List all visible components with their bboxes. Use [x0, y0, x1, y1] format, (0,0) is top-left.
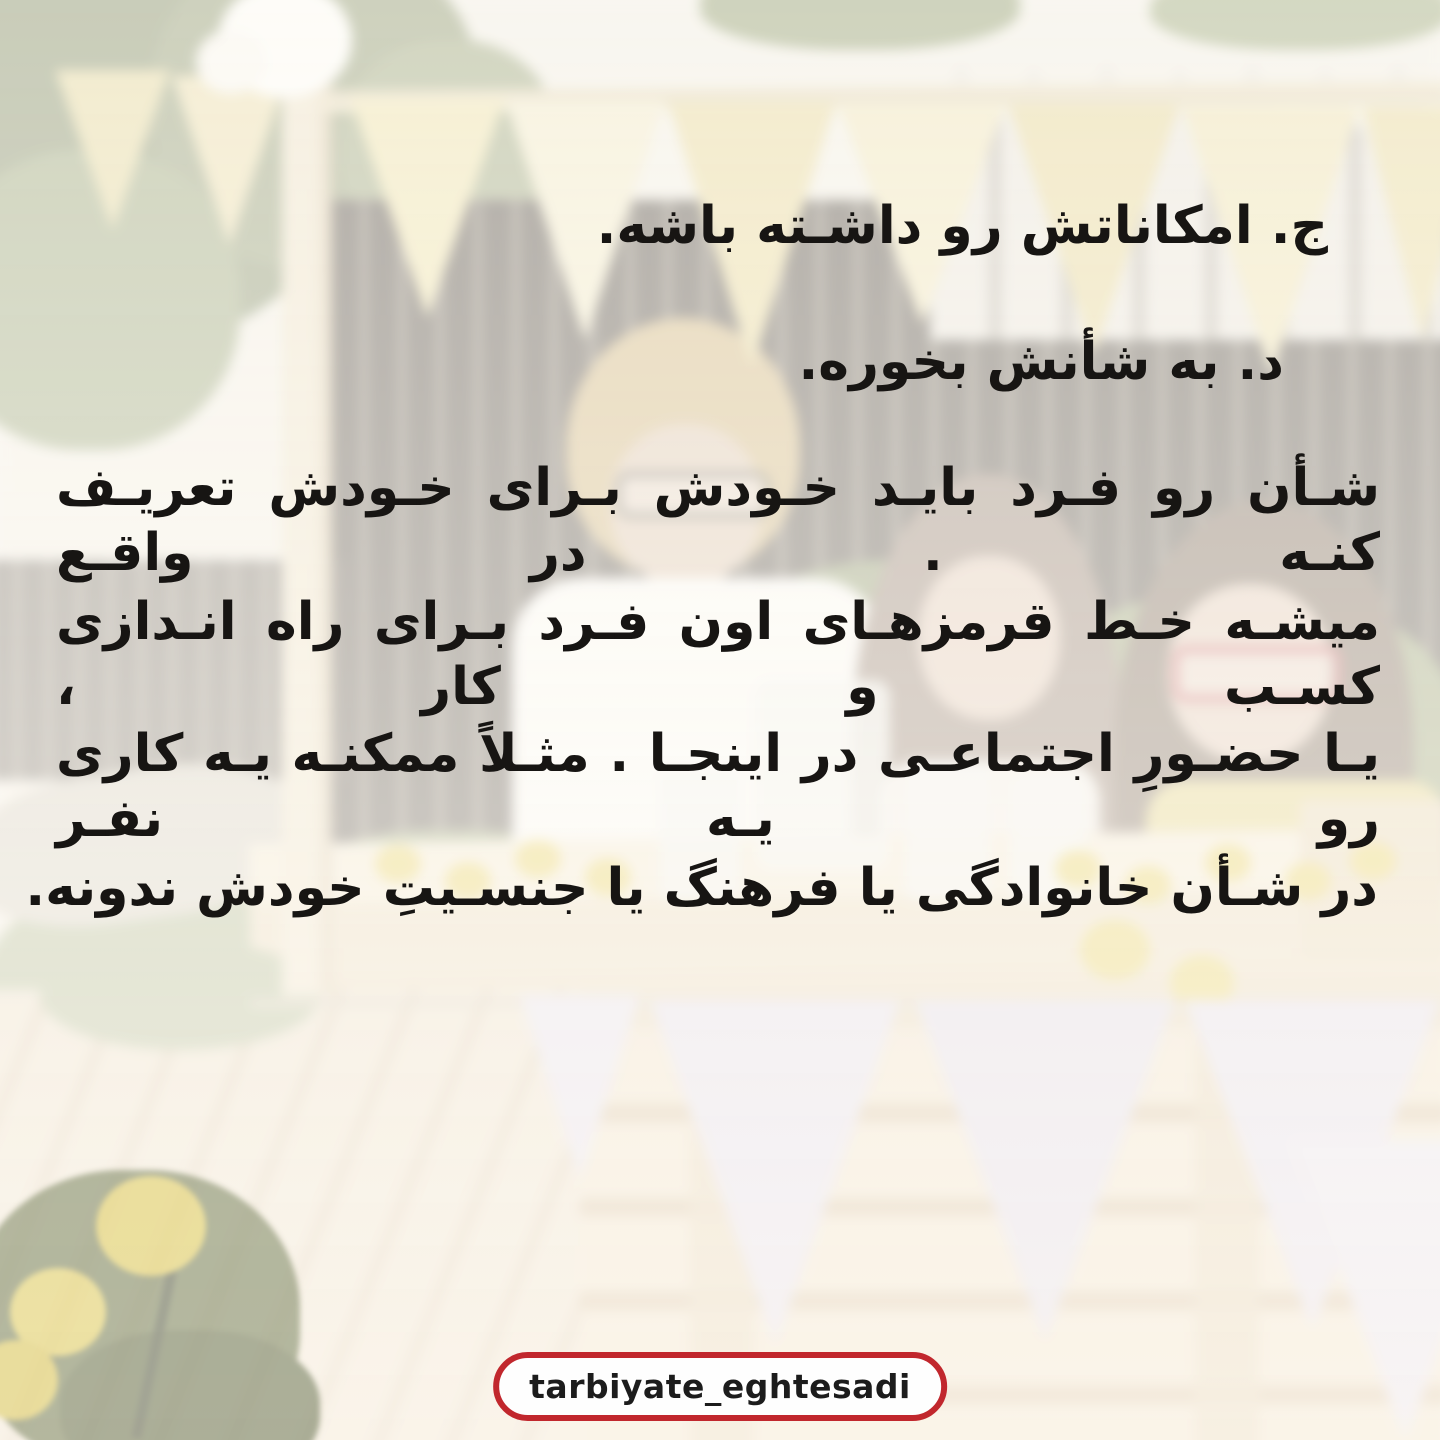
paragraph-line-3: یـا حضـورِ اجتماعـی در اینجـا . مثـلاً ممکنـه یـه کاری رو یـه نفـر — [56, 724, 1380, 849]
option-line-d: د. به شأنش بخوره. — [798, 332, 1284, 392]
watermark-handle: tarbiyate_eghtesadi — [529, 1367, 911, 1406]
paragraph-line-4: در شـأن خانوادگی یا فرهنگ یا جنسـیتِ خودش ندونه. — [25, 858, 1378, 918]
paragraph-line-1: شـأن رو فـرد بایـد خـودش بـرای خـودش تعریـف کنـه . در واقـع — [56, 458, 1380, 583]
paragraph-line-2: میشـه خـط قرمزهـای اون فـرد بـرای راه انـدازی کسـب و کار ، — [56, 592, 1380, 717]
option-line-j: ج. امکاناتش رو داشـته باشه. — [596, 196, 1328, 256]
watermark-pill — [493, 1352, 947, 1421]
